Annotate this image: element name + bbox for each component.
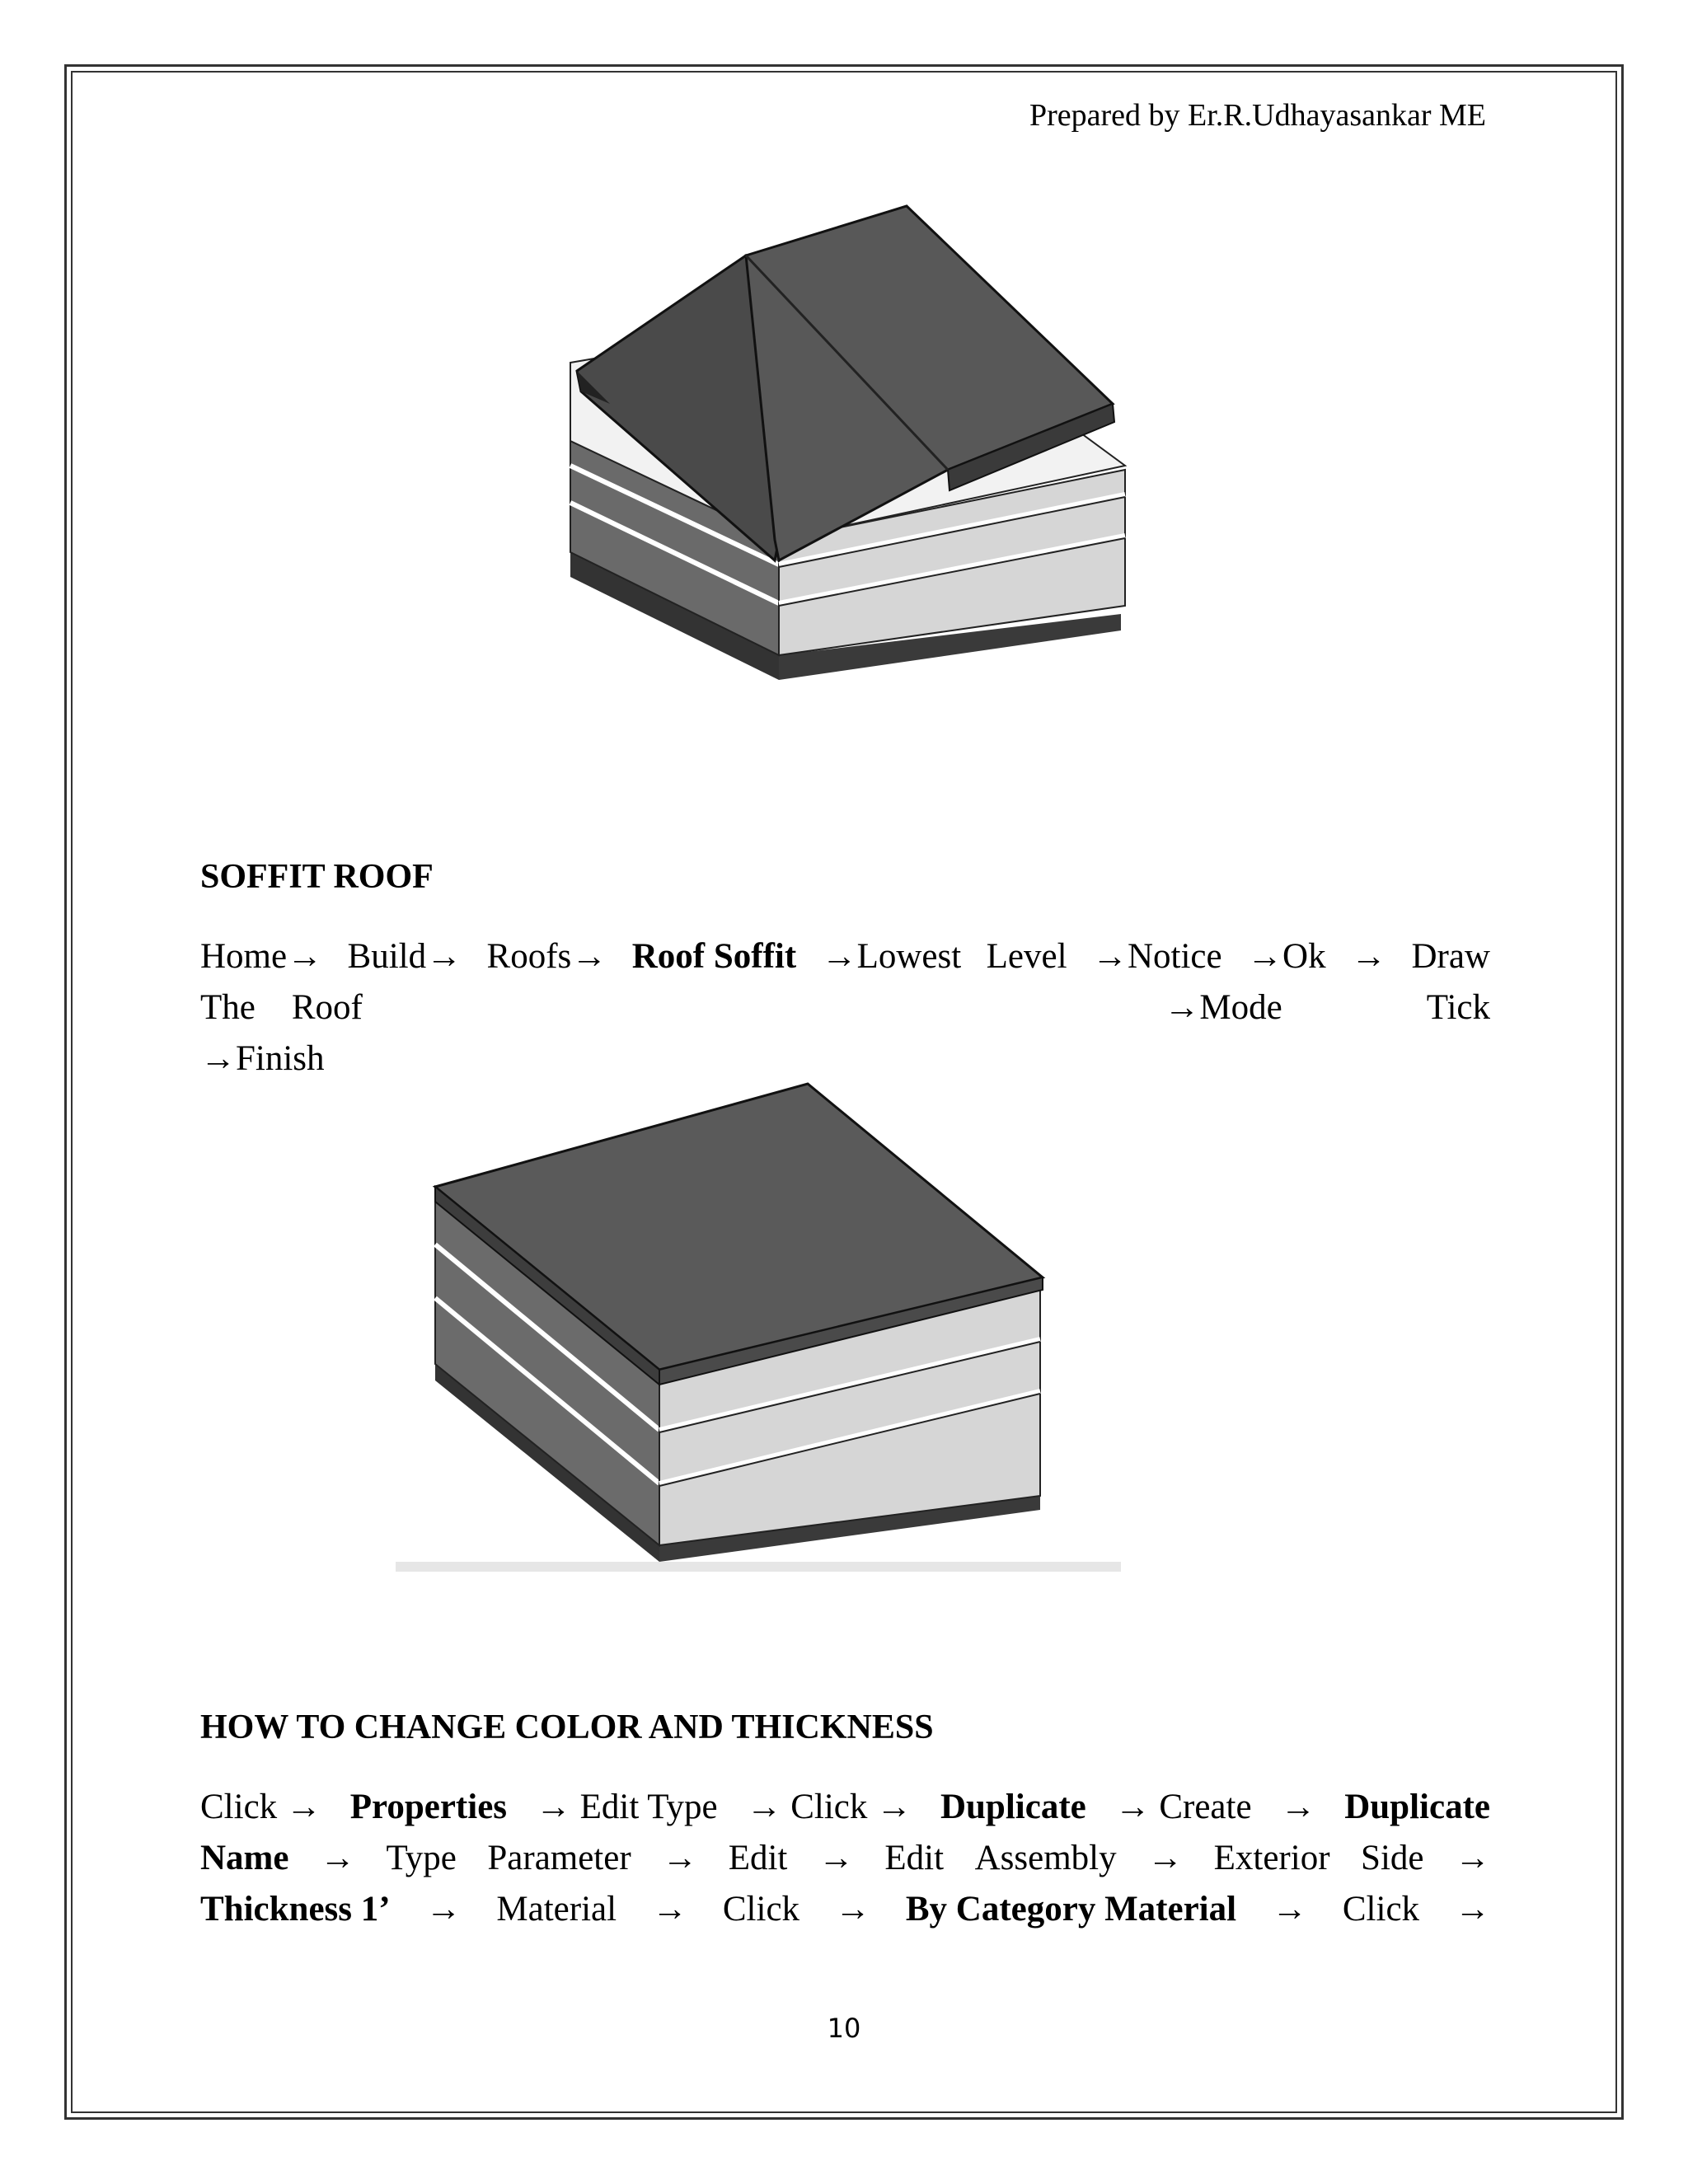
soffit-steps-line-2: The Roof →Mode Tick [200, 988, 1490, 1027]
soffit-roof-figure [387, 1080, 1129, 1574]
prepared-by-header: Prepared by Er.R.Udhayasankar ME [1029, 98, 1486, 133]
soffit-steps-line-1: Home→ Build→ Roofs→ Roof Soffit →Lowest Level →Notice →Ok → Draw [200, 937, 1490, 976]
soffit-steps-line-3: →Finish [200, 1039, 325, 1078]
change-color-line-1: Click → Properties → Edit Type → Click → Duplicate → Create → Duplicate [200, 1788, 1490, 1826]
gable-roof-figure [560, 198, 1137, 816]
change-color-line-2: Name → Type Parameter → Edit → Edit Assembly → Exterior Side → [200, 1839, 1490, 1877]
soffit-roof-heading: SOFFIT ROOF [200, 858, 434, 896]
soffit-steps-paragraph [200, 931, 1490, 1085]
change-color-thickness-heading: HOW TO CHANGE COLOR AND THICKNESS [200, 1708, 934, 1746]
page-number: 10 [827, 2013, 861, 2044]
change-color-line-3: Thickness 1’ → Material → Click → By Category Material → Click → [200, 1890, 1490, 1929]
change-color-steps-paragraph [200, 1782, 1490, 1935]
